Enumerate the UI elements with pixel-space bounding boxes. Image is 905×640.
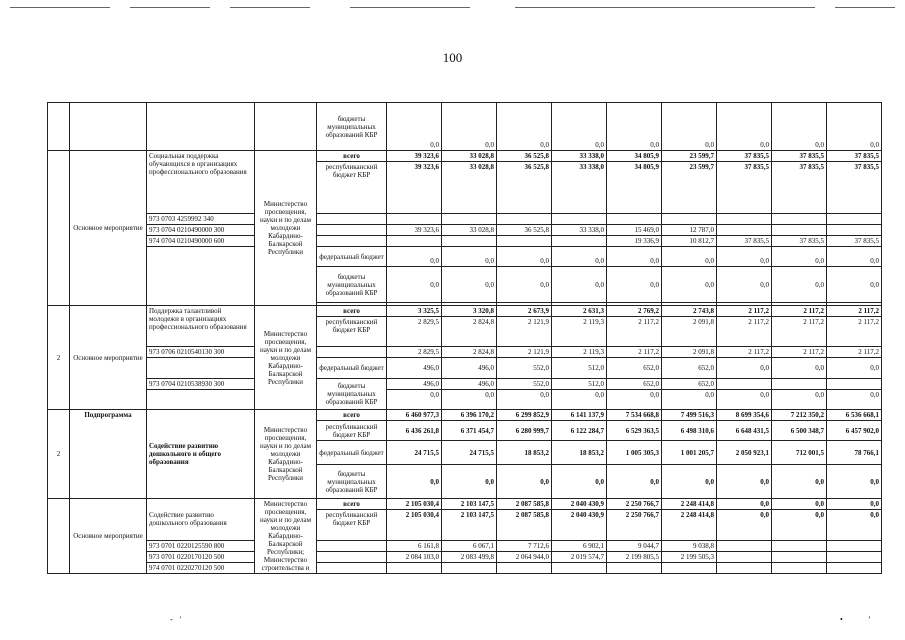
- table-row: Основное мероприятие Социальная поддержка обучающихся в организациях профессионального образования Министерство просвещения, науки и по делам молодежи Кабардино-Балкарской Республики всего 39 323,6 33 028,8 36 525,8 33 338,0 34 805,9 23 599,7 37 835,5 37 835,5 37 835,5: [48, 151, 882, 162]
- table-row: 974 0704 0210490000 600 19 336,9 10 812,7 37 835,5 37 835,5 37 835,5: [48, 236, 882, 247]
- stray-mark: ’: [868, 615, 871, 624]
- page-number: 100: [442, 50, 463, 65]
- row-type-label: Основное мероприятие: [70, 499, 147, 574]
- header-rule: [130, 7, 210, 8]
- table-row: федеральный бюджет 24 715,5 24 715,5 18 853,2 18 853,2 1 005 305,3 1 001 205,7 2 050 923,1 712 001,5 78 766,1: [48, 441, 882, 465]
- budget-code: 973 0704 0210538930 300: [147, 379, 255, 390]
- table-row: 973 0706 0210540130 300 2 829,5 2 824,8 2 121,9 2 119,3 2 117,2 2 091,8 2 117,2 2 117,2 2 117,2: [48, 347, 882, 358]
- table-row: республиканский бюджет КБР 2 105 030,4 2 103 147,5 2 087 585,8 2 040 430,9 2 250 766,7 2 248 414,8 0,0 0,0 0,0: [48, 510, 882, 540]
- responsible-ministry: Министерство просвещения, науки и по делам молодежи Кабардино-Балкарской Республики; Министерство строительства и: [255, 499, 317, 574]
- responsible-ministry: Министерство просвещения, науки и по делам молодежи Кабардино-Балкарской Республики: [255, 151, 317, 306]
- event-name: Содействие развитию дошкольного и общего образования: [147, 410, 255, 499]
- table-row: 2 Основное мероприятие Поддержка талантливой молодежи в организациях профессионального образования Министерство просвещения, науки и по делам молодежи Кабардино-Балкарской Республики всего 3 325,5 3 320,8 2 673,9 2 631,3 2 769,2 2 743,8 2 117,2 2 117,2 2 117,2: [48, 306, 882, 317]
- budget-code: 974 0704 0210490000 600: [147, 236, 255, 247]
- header-rule: [515, 7, 815, 8]
- header-rule: [230, 7, 310, 8]
- event-name: Социальная поддержка обучающихся в организациях профессионального образования: [147, 151, 255, 214]
- stray-mark: •: [840, 615, 843, 624]
- table-row: [48, 214, 882, 225]
- table-row: 973 0704 0210490000 300 39 323,6 33 028,8 36 525,8 33 338,0 15 469,0 12 787,0: [48, 225, 882, 236]
- budget-code: 973 0704 0210490000 300: [147, 225, 255, 236]
- event-name: Содействие развитию дошкольного образования: [147, 499, 255, 541]
- stray-mark: ': [180, 615, 182, 624]
- header-rule: [835, 7, 895, 8]
- table-row: 0,0 0,0 0,0 0,0 0,0 0,0 0,0 0,0 0,0: [48, 390, 882, 410]
- responsible-ministry: Министерство просвещения, науки и по делам молодежи Кабардино-Балкарской Республики: [255, 410, 317, 499]
- table-row: 973 0701 0220170120 500 2 084 103,0 2 083 499,8 2 064 944,0 2 019 574,7 2 199 805,5 2 199 505,3: [48, 551, 882, 562]
- row-type-label: Подпрограмма: [70, 410, 147, 499]
- header-rule: [10, 7, 110, 8]
- budget-code: 973 0701 0220125590 800: [147, 540, 255, 551]
- row-type-label: Основное мероприятие: [70, 151, 147, 306]
- budget-code: 973 0706 0210540130 300: [147, 347, 255, 358]
- budget-code: 973 0703 4259992 340: [147, 214, 255, 225]
- table-row: [48, 562, 882, 573]
- budget-table: [47, 102, 882, 574]
- table-row: 973 0704 0210538930 300 бюджеты муниципальных образований КБР 496,0 496,0 552,0 512,0 652,0 652,0: [48, 379, 882, 390]
- table-row: 973 0701 0220125590 800 6 161,8 6 067,1 7 712,6 6 902,1 9 044,7 9 038,8: [48, 540, 882, 551]
- row-type-label: Основное мероприятие: [70, 306, 147, 410]
- table-row: бюджеты муниципальных образований КБР 0,0 0,0 0,0 0,0 0,0 0,0 0,0 0,0 0,0: [48, 267, 882, 303]
- table-row: республиканский бюджет КБР 2 829,5 2 824,8 2 121,9 2 119,3 2 117,2 2 091,8 2 117,2 2 117,2 2 117,2: [48, 317, 882, 347]
- table-row: Основное мероприятие Содействие развитию дошкольного образования Министерство просвещения, науки и по делам молодежи Кабардино-Балкарской Республики; Министерство строительства и всего 2 105 030,4 2 103 147,5 2 087 585,8 2 040 430,9 2 250 766,7 2 248 414,8 0,0 0,0 0,0: [48, 499, 882, 510]
- table-row: федеральный бюджет 496,0 496,0 552,0 512,0 652,0 652,0 0,0 0,0 0,0: [48, 358, 882, 379]
- table-row: республиканский бюджет КБР 39 323,6 33 028,8 36 525,8 33 338,0 34 805,9 23 599,7 37 835,5 37 835,5 37 835,5: [48, 162, 882, 214]
- budget-label: бюджеты муниципальных образований КБР: [317, 103, 387, 151]
- table-row: федеральный бюджет 0,0 0,0 0,0 0,0 0,0 0,0 0,0 0,0 0,0: [48, 247, 882, 267]
- responsible-ministry: Министерство просвещения, науки и по делам молодежи Кабардино-Балкарской Республики: [255, 306, 317, 410]
- event-name: Поддержка талантливой молодежи в организациях профессионального образования: [147, 306, 255, 347]
- table-row: 2 Подпрограмма Содействие развитию дошкольного и общего образования Министерство просвещения, науки и по делам молодежи Кабардино-Балкарской Республики всего 6 460 977,3 6 396 170,2 6 299 852,9 6 141 137,9 7 534 668,8 7 499 516,3 8 699 354,6 7 212 350,2 6 536 668,1: [48, 410, 882, 421]
- table-row: бюджеты муниципальных образований КБР 0,0 0,0 0,0 0,0 0,0 0,0 0,0 0,0 0,0: [48, 465, 882, 499]
- table-row: республиканский бюджет КБР 6 436 261,8 6 371 454,7 6 280 999,7 6 122 284,7 6 529 363,5 6 498 310,6 6 648 431,5 6 500 348,7 6 457 902,0: [48, 421, 882, 441]
- stray-mark: -: [170, 615, 173, 624]
- budget-code: 974 0701 0220270120 500: [147, 562, 255, 573]
- table-row: бюджеты муниципальных образований КБР 0,0 0,0 0,0 0,0 0,0 0,0 0,0 0,0 0,0: [48, 103, 882, 151]
- header-rule: [350, 7, 470, 8]
- budget-code: 973 0701 0220170120 500: [147, 551, 255, 562]
